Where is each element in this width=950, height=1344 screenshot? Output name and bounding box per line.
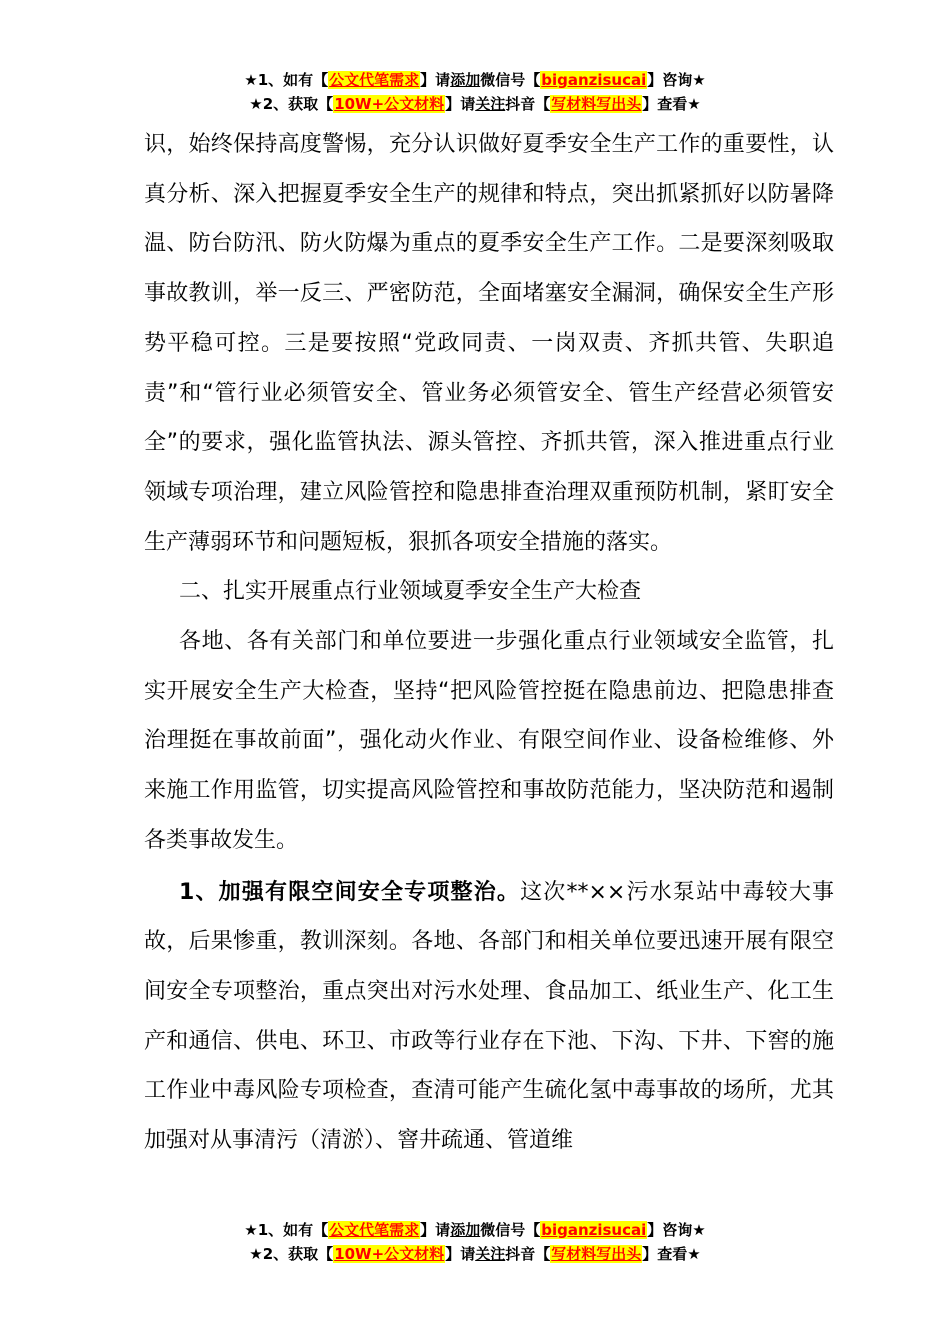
banner-text: ★2、获取【 bbox=[249, 1245, 334, 1263]
document-body bbox=[144, 120, 834, 1166]
banner-emphasis: 添加 bbox=[450, 1221, 481, 1239]
banner-text: 微信号【 bbox=[480, 1221, 541, 1239]
banner-text: 】查看★ bbox=[642, 95, 701, 113]
footer-banner bbox=[0, 1218, 950, 1266]
banner-emphasis: 关注 bbox=[475, 95, 506, 113]
banner-highlight-service: 公文代笔需求 bbox=[329, 1221, 420, 1239]
banner-text: 】咨询★ bbox=[647, 71, 706, 89]
banner-text: 】咨询★ bbox=[647, 1221, 706, 1239]
banner-line-2 bbox=[0, 92, 950, 116]
paragraph-3-text: 这次**××污水泵站中毒较大事故，后果惨重，教训深刻。各地、各部门和相关单位要迅速开展有限空间安全专项整治，重点突出对污水处理、食品加工、纸业生产、化工生产和通信、供电、环卫、市政等行业存在下池、下沟、下井、下窖的施工作业中毒风险专项检查，查清可能产生硫化氢中毒事故的场所，尤其加强对从事清污（清淤）、窨井疏通、管道维 bbox=[144, 879, 834, 1154]
paragraph-2: 各地、各有关部门和单位要进一步强化重点行业领域安全监管，扎实开展安全生产大检查，坚持“把风险管控挺在隐患前边、把隐患排查治理挺在事故前面”，强化动火作业、有限空间作业、设备检维修、外来施工作用监管，切实提高风险管控和事故防范能力，坚决防范和遏制各类事故发生。 bbox=[144, 629, 834, 853]
paragraph-1: 识，始终保持高度警惕，充分认识做好夏季安全生产工作的重要性，认真分析、深入把握夏季安全生产的规律和特点，突出抓紧抓好以防暑降温、防台防汛、防火防爆为重点的夏季安全生产工作。二是要深刻吸取事故教训，举一反三、严密防范，全面堵塞安全漏洞，确保安全生产形势平稳可控。三是要按照“党政同责、一岗双责、齐抓共管、失职追责”和“管行业必须管安全、管业务必须管安全、管生产经营必须管安全”的要求，强化监管执法、源头管控、齐抓共管，深入推进重点行业领域专项治理，建立风险管控和隐患排查治理双重预防机制，紧盯安全生产薄弱环节和问题短板，狠抓各项安全措施的落实。 bbox=[144, 132, 834, 555]
banner-highlight-service: 公文代笔需求 bbox=[329, 71, 420, 89]
banner-emphasis: 添加 bbox=[450, 71, 481, 89]
banner-line-1 bbox=[0, 68, 950, 92]
banner-text: ★2、获取【 bbox=[249, 95, 334, 113]
header-banner bbox=[0, 68, 950, 116]
banner-highlight-wechat: biganzisucai bbox=[541, 71, 647, 89]
banner-text: 微信号【 bbox=[480, 71, 541, 89]
banner-text: ★1、如有【 bbox=[244, 71, 329, 89]
banner-text: 】请 bbox=[420, 71, 451, 89]
banner-text: 】请 bbox=[420, 1221, 451, 1239]
banner-text: ★1、如有【 bbox=[244, 1221, 329, 1239]
banner-highlight-materials: 10W+公文材料 bbox=[334, 95, 445, 113]
banner-text: 】请 bbox=[445, 95, 476, 113]
section-heading-2: 二、扎实开展重点行业领域夏季安全生产大检查 bbox=[179, 579, 642, 605]
banner-text: 抖音【 bbox=[505, 95, 551, 113]
banner-highlight-materials: 10W+公文材料 bbox=[334, 1245, 445, 1263]
banner-text: 】请 bbox=[445, 1245, 476, 1263]
banner-line-1 bbox=[0, 1218, 950, 1242]
banner-line-2 bbox=[0, 1242, 950, 1266]
banner-highlight-douyin: 写材料写出头 bbox=[551, 95, 642, 113]
banner-text: 】查看★ bbox=[642, 1245, 701, 1263]
banner-highlight-wechat: biganzisucai bbox=[541, 1221, 647, 1239]
banner-text: 抖音【 bbox=[505, 1245, 551, 1263]
paragraph-3-lead: 1、加强有限空间安全专项整治。 bbox=[179, 879, 521, 905]
paragraph-3 bbox=[144, 868, 834, 1166]
banner-emphasis: 关注 bbox=[475, 1245, 506, 1263]
banner-highlight-douyin: 写材料写出头 bbox=[551, 1245, 642, 1263]
